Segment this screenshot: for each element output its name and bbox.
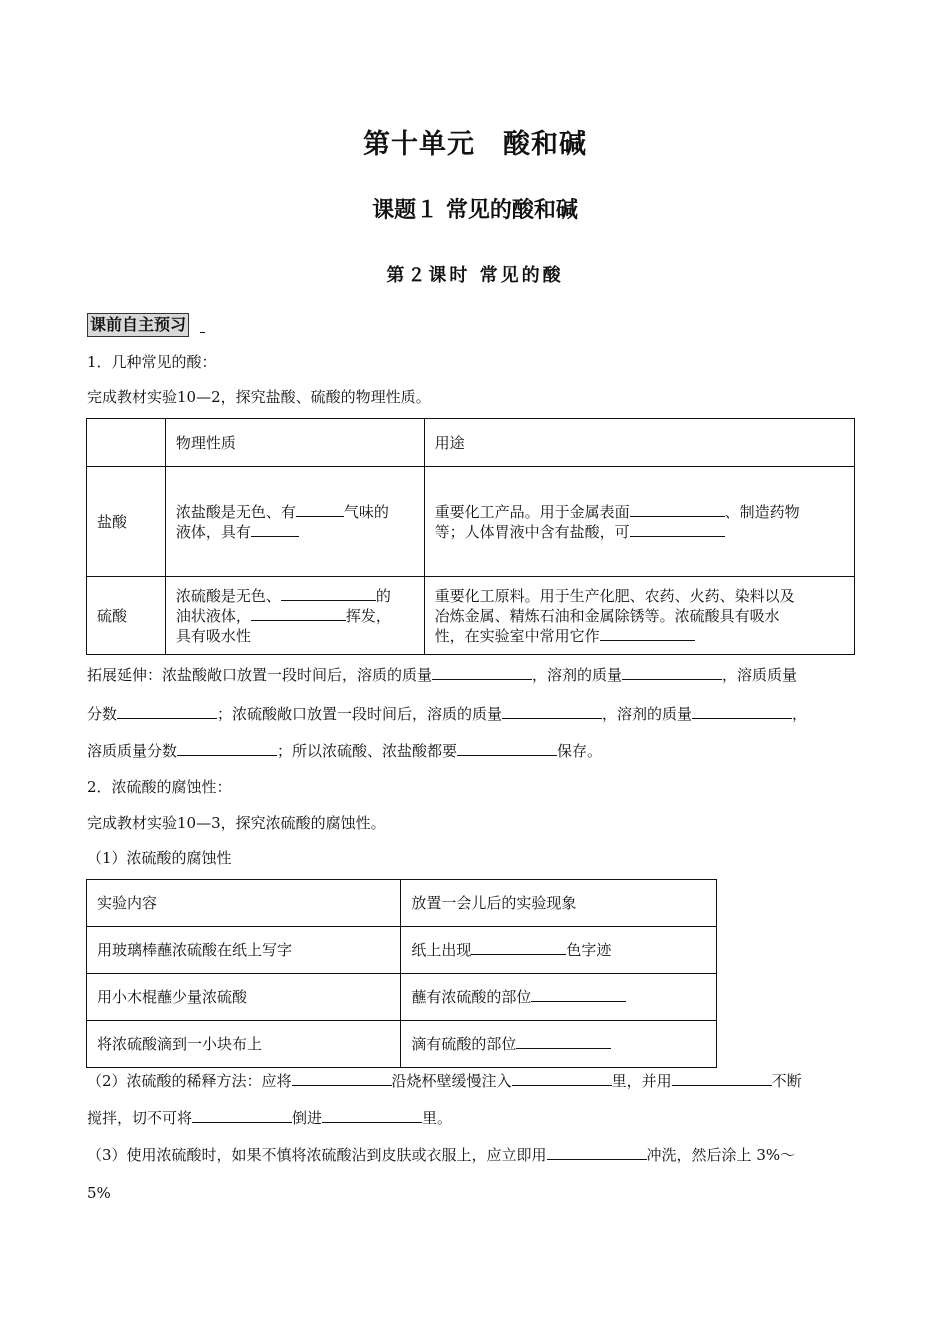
text: ；浓硫酸敞口放置一段时间后，溶质的质量 (217, 705, 503, 723)
dilution-line-1 (87, 1071, 802, 1091)
text: 不断 (771, 1072, 802, 1090)
acid-name-cell: 硫酸 (87, 577, 166, 655)
cell-text: 冶炼金属、精炼石油和金属除锈等。浓硫酸具有吸水 (434, 606, 780, 625)
cell-text: 色字迹 (566, 941, 612, 959)
cell-text: 性，在实验室中常用它作 (434, 626, 600, 645)
answer-blank[interactable] (630, 502, 725, 517)
answer-blank[interactable] (457, 741, 557, 756)
section-tag-underline (200, 332, 205, 333)
experiment-cell: 将浓硫酸滴到一小块布上 (87, 1021, 401, 1068)
text: 拓展延伸：浓盐酸敞口放置一段时间后，溶质的质量 (87, 666, 433, 684)
section-1-heading: 1．几种常见的酸： (87, 353, 217, 371)
cell-text: 滴有硫酸的部位 (411, 1035, 517, 1053)
table-row (87, 577, 855, 655)
section-2-intro: 完成教材实验10—3，探究浓硫酸的腐蚀性。 (87, 814, 386, 832)
result-cell (401, 974, 717, 1021)
answer-blank[interactable] (630, 522, 725, 537)
answer-blank[interactable] (322, 1108, 422, 1123)
cell-text: 等；人体胃液中含有盐酸，可 (434, 522, 630, 541)
cell-text: 、制造药物 (724, 502, 800, 521)
table-row (87, 1021, 717, 1068)
text: ，溶质质量 (722, 666, 798, 684)
table-header-row (87, 419, 855, 467)
result-cell (401, 927, 717, 974)
result-cell (401, 1021, 717, 1068)
cell-text: 纸上出现 (411, 941, 472, 959)
cell-text: 气味的 (343, 502, 389, 521)
text: ；所以浓硫酸、浓盐酸都要 (277, 742, 458, 760)
section-1-intro: 完成教材实验10—2，探究盐酸、硫酸的物理性质。 (87, 388, 431, 406)
extension-line-2 (87, 704, 807, 724)
answer-blank[interactable] (281, 586, 376, 601)
experiment-cell: 用小木棍蘸少量浓硫酸 (87, 974, 401, 1021)
text: 沿烧杯壁缓慢注入 (391, 1072, 512, 1090)
subsection-1-heading: （1）浓硫酸的腐蚀性 (87, 849, 232, 867)
acid-name-cell: 盐酸 (87, 467, 166, 577)
cell-text: 重要化工原料。用于生产化肥、农药、火药、染料以及 (434, 586, 795, 605)
text: ， (792, 705, 808, 723)
table-row (87, 467, 855, 577)
table-header-cell: 实验内容 (87, 880, 401, 927)
answer-blank[interactable] (432, 665, 532, 680)
corrosion-table (86, 879, 717, 1068)
text: 分数 (87, 705, 118, 723)
cell-text: 蘸有浓硫酸的部位 (411, 988, 532, 1006)
answer-blank[interactable] (192, 1108, 292, 1123)
text: 冲洗，然后涂上 3%～ (646, 1146, 796, 1164)
section-2-heading: 2．浓硫酸的腐蚀性： (87, 778, 232, 796)
topic-title: 课题１ 常见的酸和碱 (372, 198, 578, 223)
cell-text: 浓盐酸是无色、有 (175, 502, 296, 521)
unit-title: 第十单元 酸和碱 (363, 129, 587, 160)
answer-blank[interactable] (502, 704, 602, 719)
safety-line-1 (87, 1145, 795, 1165)
answer-blank[interactable] (622, 665, 722, 680)
table-header-cell: 用途 (424, 419, 854, 467)
table-row (87, 974, 717, 1021)
answer-blank[interactable] (296, 502, 344, 517)
text: ，溶剂的质量 (532, 666, 623, 684)
cell-text: 液体，具有 (175, 522, 251, 541)
safety-line-2: 5% (87, 1184, 111, 1202)
text: （2）浓硫酸的稀释方法：应将 (87, 1072, 292, 1090)
answer-blank[interactable] (117, 704, 217, 719)
property-cell (165, 577, 424, 655)
cell-text: 浓硫酸是无色、 (175, 586, 281, 605)
answer-blank[interactable] (251, 606, 346, 621)
answer-blank[interactable] (292, 1071, 392, 1086)
experiment-cell: 用玻璃棒蘸浓硫酸在纸上写字 (87, 927, 401, 974)
answer-blank[interactable] (672, 1071, 772, 1086)
answer-blank[interactable] (177, 741, 277, 756)
lesson-title: 第２课时 常见的酸 (386, 265, 564, 286)
table-header-cell: 放置一会儿后的实验现象 (401, 880, 717, 927)
extension-line-3 (87, 741, 602, 761)
text: （3）使用浓硫酸时，如果不慎将浓硫酸沾到皮肤或衣服上，应立即用 (87, 1146, 547, 1164)
extension-line-1 (87, 665, 797, 685)
text: ，溶剂的质量 (602, 705, 693, 723)
table-header-cell (87, 419, 166, 467)
answer-blank[interactable] (600, 626, 695, 641)
answer-blank[interactable] (547, 1145, 647, 1160)
cell-text: 挥发， (345, 606, 391, 625)
text: 里。 (422, 1109, 453, 1127)
usage-cell (424, 577, 854, 655)
text: 保存。 (557, 742, 603, 760)
text: 里，并用 (611, 1072, 672, 1090)
table-row (87, 927, 717, 974)
cell-text: 具有吸水性 (175, 626, 251, 645)
table-header-row (87, 880, 717, 927)
dilution-line-2 (87, 1108, 452, 1128)
text: 倒进 (292, 1109, 323, 1127)
property-cell (165, 467, 424, 577)
cell-text: 重要化工产品。用于金属表面 (434, 502, 630, 521)
cell-text: 的 (375, 586, 391, 605)
answer-blank[interactable] (471, 940, 566, 955)
table-header-cell: 物理性质 (165, 419, 424, 467)
section-tag: 课前自主预习 (87, 313, 189, 337)
cell-text: 油状液体， (175, 606, 251, 625)
answer-blank[interactable] (692, 704, 792, 719)
answer-blank[interactable] (512, 1071, 612, 1086)
usage-cell (424, 467, 854, 577)
answer-blank[interactable] (516, 1034, 611, 1049)
acid-properties-table (86, 418, 855, 655)
text: 溶质质量分数 (87, 742, 178, 760)
text: 搅拌，切不可将 (87, 1109, 193, 1127)
answer-blank[interactable] (251, 522, 299, 537)
answer-blank[interactable] (531, 987, 626, 1002)
